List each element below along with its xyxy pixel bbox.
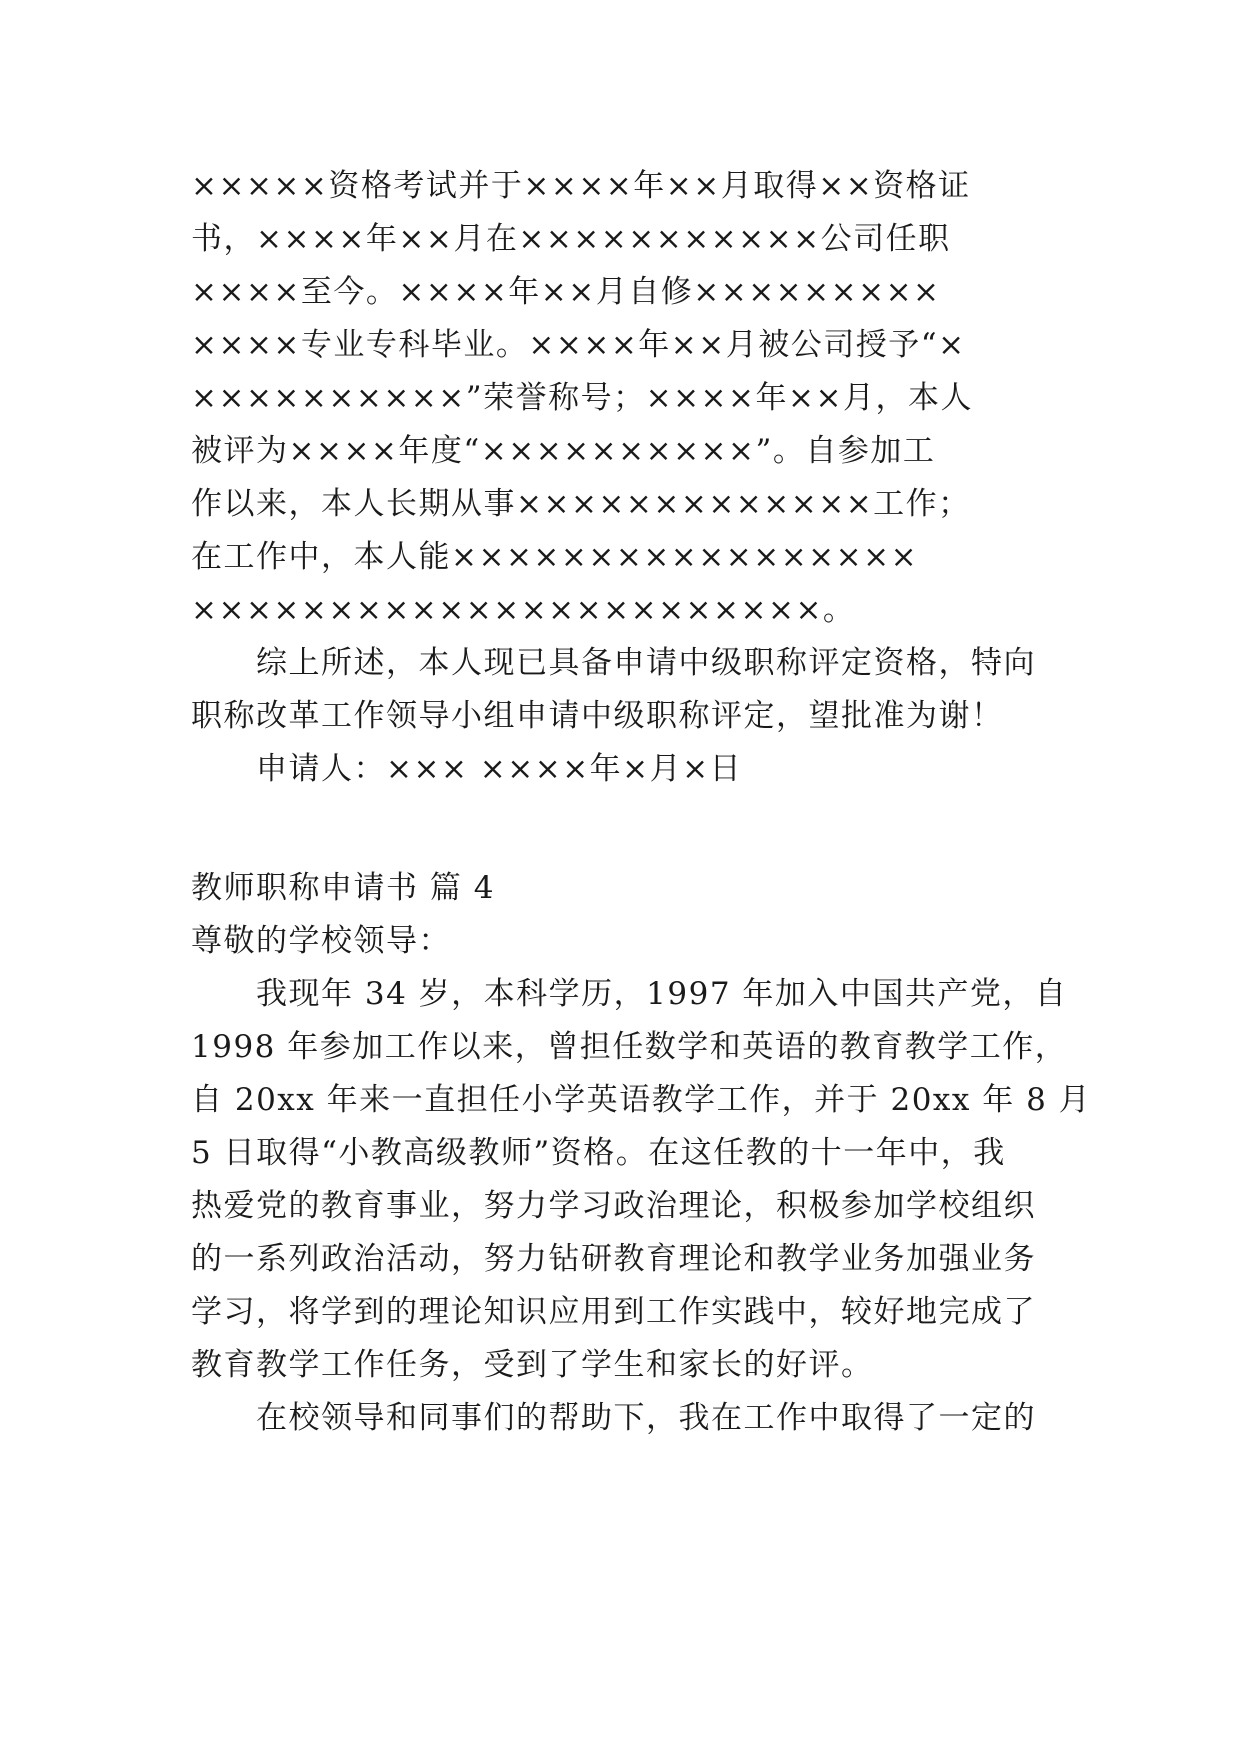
paragraph-line: 5 日取得“小教高级教师”资格。在这任教的十一年中，我 [191,1135,1006,1171]
paragraph-line: 作以来，本人长期从事×××××××××××××工作； [191,486,971,522]
salutation: 尊敬的学校领导： [191,923,451,959]
paragraph-line: 被评为××××年度“××××××××××”。自参加工 [191,433,936,469]
signature-line: 申请人：××× ××××年×月×日 [256,751,743,787]
paragraph-line: 学习，将学到的理论知识应用到工作实践中，较好地完成了 [191,1294,1036,1330]
conclusion-line: 职称改革工作领导小组申请中级职称评定，望批准为谢！ [191,698,1004,734]
paragraph-line: ××××专业专科毕业。××××年××月被公司授予“× [191,327,966,363]
paragraph-line: ×××××资格考试并于××××年××月取得××资格证 [191,168,971,204]
paragraph-line: 书，××××年××月在×××××××××××公司任职 [191,221,951,257]
paragraph-line: 的一系列政治活动，努力钻研教育理论和教学业务加强业务 [191,1241,1036,1277]
paragraph-line: 自 20xx 年来一直担任小学英语教学工作，并于 20xx 年 8 月 [191,1082,1092,1118]
paragraph-line: ××××至今。××××年××月自修××××××××× [191,274,941,310]
paragraph-line: ×××××××××××××××××××××××。 [191,592,856,628]
paragraph-line: 热爱党的教育事业，努力学习政治理论，积极参加学校组织 [191,1188,1036,1224]
paragraph-line: 教育教学工作任务，受到了学生和家长的好评。 [191,1347,874,1383]
paragraph-line: 我现年 34 岁，本科学历，1997 年加入中国共产党，自 [256,976,1068,1012]
conclusion-line: 综上所述，本人现已具备申请中级职称评定资格，特向 [256,645,1036,681]
paragraph-line: 在工作中，本人能××××××××××××××××× [191,539,919,575]
paragraph-line: 1998 年参加工作以来，曾担任数学和英语的教育教学工作， [191,1029,1068,1065]
paragraph-line: ××××××××××”荣誉称号；××××年××月，本人 [191,380,973,416]
section-heading: 教师职称申请书 篇 4 [191,870,495,906]
paragraph-line: 在校领导和同事们的帮助下，我在工作中取得了一定的 [256,1400,1036,1436]
